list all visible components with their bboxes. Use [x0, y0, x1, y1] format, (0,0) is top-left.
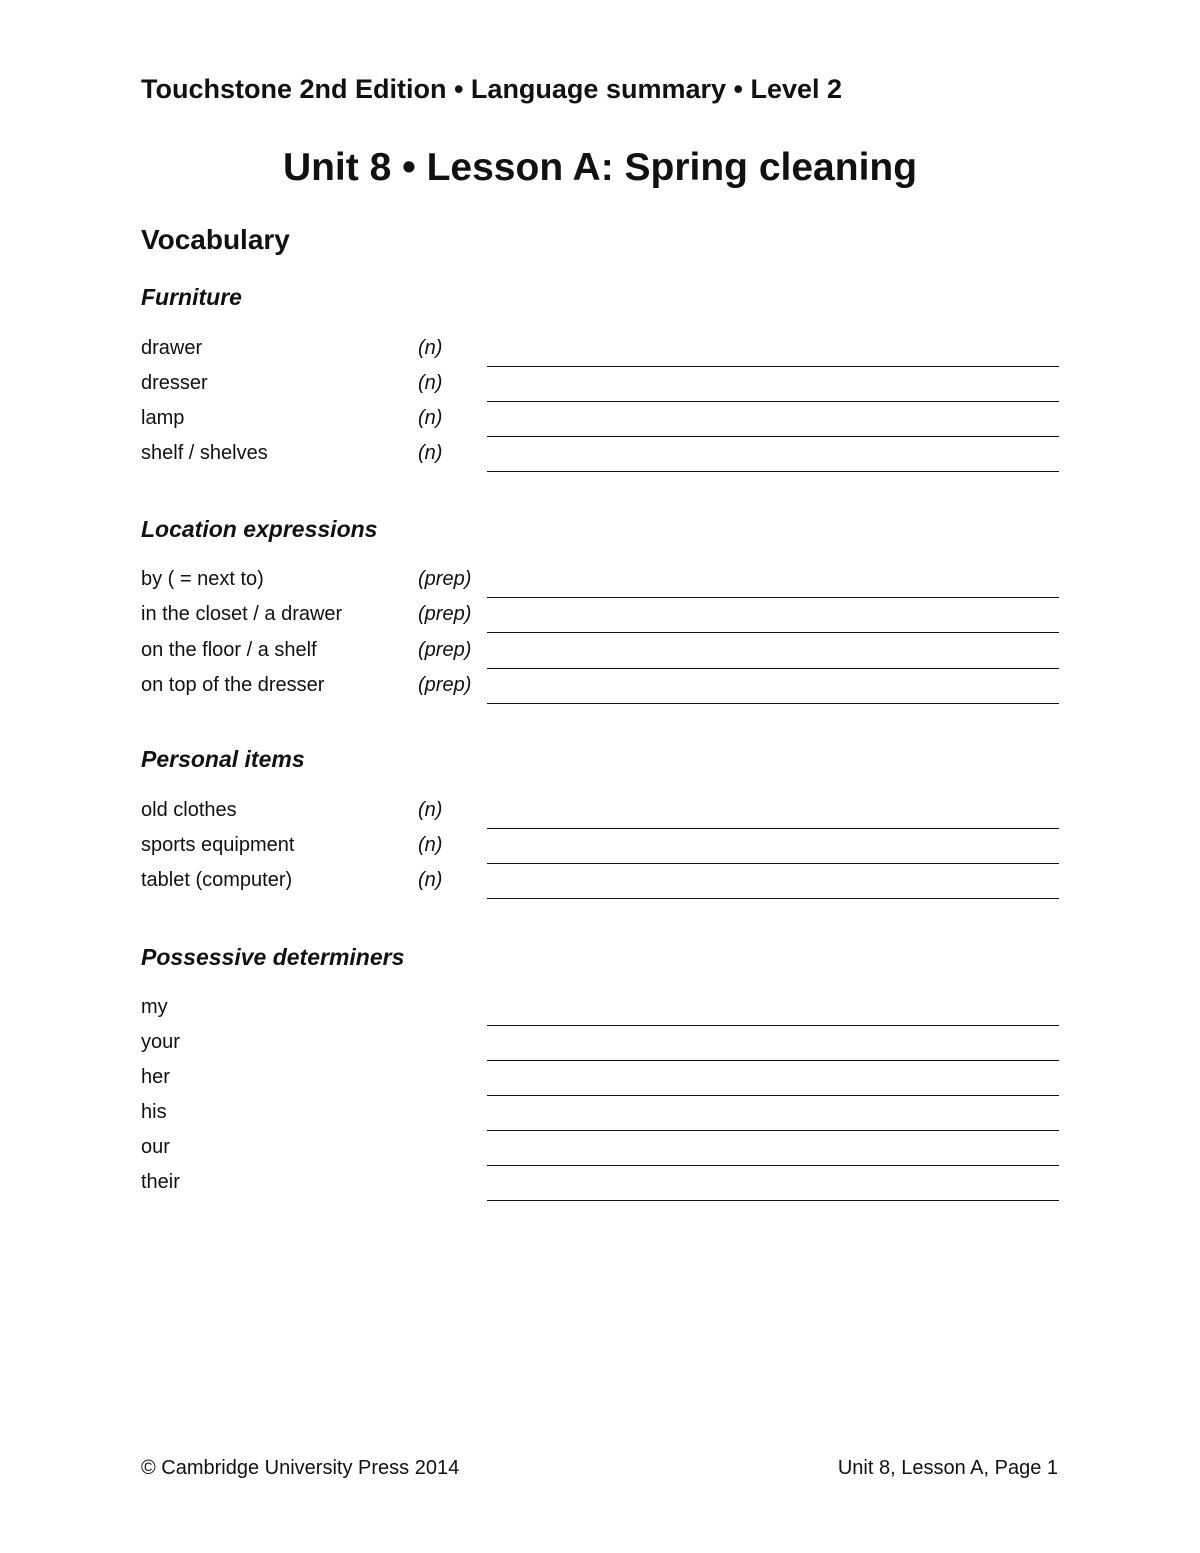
vocab-row — [0, 601, 1200, 636]
part-of-speech: (prep) — [418, 603, 472, 625]
part-of-speech: (n) — [418, 869, 443, 891]
answer-line[interactable] — [487, 1165, 1059, 1166]
vocab-term: on top of the dresser — [141, 674, 325, 696]
part-of-speech: (n) — [418, 799, 443, 821]
part-of-speech: (n) — [418, 337, 443, 359]
answer-line[interactable] — [487, 898, 1059, 899]
vocab-row — [0, 1099, 1200, 1134]
answer-line[interactable] — [487, 632, 1059, 633]
vocab-row — [0, 867, 1200, 902]
answer-line[interactable] — [487, 828, 1059, 829]
vocab-term: my — [141, 996, 168, 1018]
vocab-term: in the closet / a drawer — [141, 603, 343, 625]
vocab-row — [0, 637, 1200, 672]
part-of-speech: (prep) — [418, 639, 472, 661]
answer-line[interactable] — [487, 1095, 1059, 1096]
vocab-row — [0, 1134, 1200, 1169]
vocab-row — [0, 566, 1200, 601]
vocab-term: lamp — [141, 407, 185, 429]
vocab-row — [0, 335, 1200, 370]
page-title: Unit 8 • Lesson A: Spring cleaning — [282, 146, 918, 189]
vocab-row — [0, 1064, 1200, 1099]
part-of-speech: (n) — [418, 407, 443, 429]
vocab-term: shelf / shelves — [141, 442, 268, 464]
answer-line[interactable] — [487, 1060, 1059, 1061]
vocab-row — [0, 405, 1200, 440]
vocab-term: drawer — [141, 337, 203, 359]
series-header: Touchstone 2nd Edition • Language summary • Level 2 — [141, 74, 843, 104]
answer-line[interactable] — [487, 366, 1059, 367]
category-title-possessive-determiners: Possessive determiners — [141, 944, 405, 970]
answer-line[interactable] — [487, 703, 1059, 704]
part-of-speech: (n) — [418, 834, 443, 856]
vocab-term: our — [141, 1136, 170, 1158]
part-of-speech: (prep) — [418, 674, 472, 696]
answer-line[interactable] — [487, 863, 1059, 864]
vocab-row — [0, 370, 1200, 405]
section-title-vocabulary: Vocabulary — [141, 224, 290, 255]
vocab-term: dresser — [141, 372, 208, 394]
category-title-personal-items: Personal items — [141, 746, 305, 772]
vocab-row — [0, 672, 1200, 707]
answer-line[interactable] — [487, 1200, 1059, 1201]
vocab-term: your — [141, 1031, 180, 1053]
part-of-speech: (prep) — [418, 568, 472, 590]
category-title-furniture: Furniture — [141, 284, 242, 310]
vocab-term: tablet (computer) — [141, 869, 293, 891]
part-of-speech: (n) — [418, 372, 443, 394]
vocab-term: sports equipment — [141, 834, 295, 856]
answer-line[interactable] — [487, 401, 1059, 402]
vocab-term: on the floor / a shelf — [141, 639, 317, 661]
copyright-notice: © Cambridge University Press 2014 — [141, 1457, 460, 1479]
answer-line[interactable] — [487, 1130, 1059, 1131]
vocab-term: old clothes — [141, 799, 237, 821]
answer-line[interactable] — [487, 597, 1059, 598]
vocab-term: their — [141, 1171, 180, 1193]
vocab-term: by ( = next to) — [141, 568, 264, 590]
answer-line[interactable] — [487, 1025, 1059, 1026]
vocab-row — [0, 440, 1200, 475]
vocab-term: his — [141, 1101, 167, 1123]
category-title-location-expressions: Location expressions — [141, 516, 378, 542]
page-reference: Unit 8, Lesson A, Page 1 — [837, 1457, 1058, 1479]
vocab-row — [0, 1029, 1200, 1064]
answer-line[interactable] — [487, 668, 1059, 669]
vocab-term: her — [141, 1066, 170, 1088]
vocab-row — [0, 994, 1200, 1029]
answer-line[interactable] — [487, 436, 1059, 437]
vocab-row — [0, 832, 1200, 867]
answer-line[interactable] — [487, 471, 1059, 472]
vocab-row — [0, 1169, 1200, 1204]
part-of-speech: (n) — [418, 442, 443, 464]
vocab-row — [0, 797, 1200, 832]
